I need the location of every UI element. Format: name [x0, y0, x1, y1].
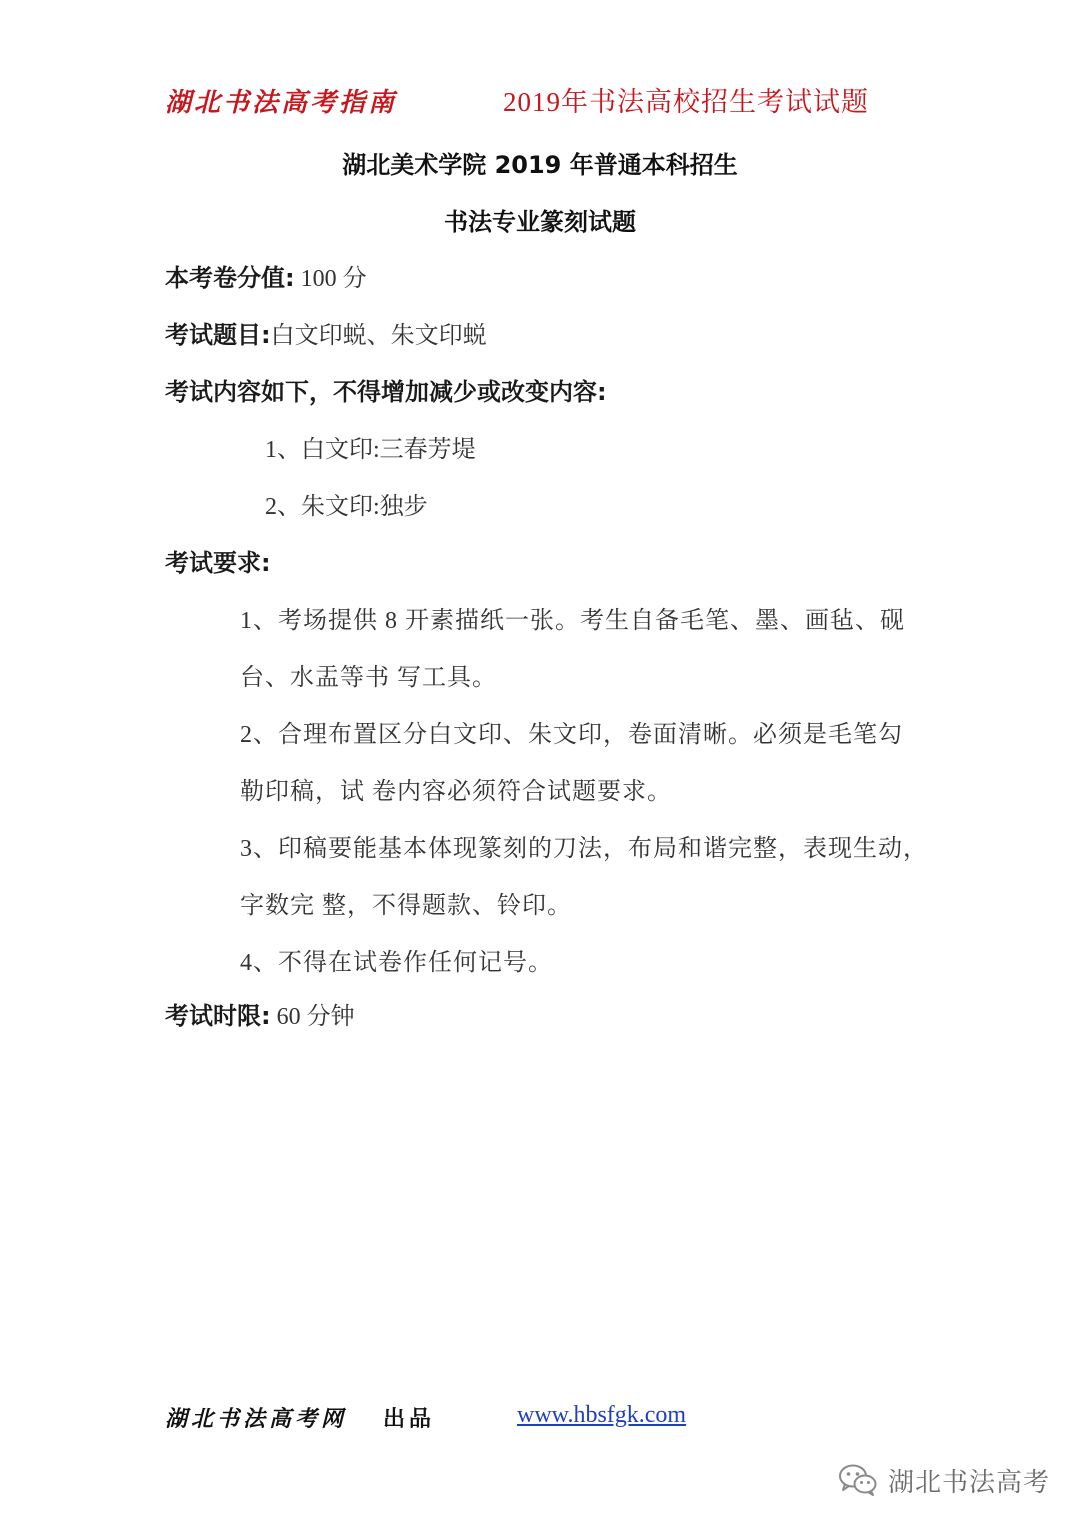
requirement-line: 字数完 整，不得题款、铃印。	[240, 893, 572, 919]
header-title: 2019年书法高校招生考试试题	[503, 87, 869, 117]
footer-brand: 湖北书法高考网	[165, 1406, 348, 1432]
requirement-line: 1、考场提供 8 开素描纸一张。考生自备毛笔、墨、画毡、砚	[240, 608, 905, 634]
subject-row	[165, 315, 487, 350]
footer-url-link[interactable]: www.hbsfgk.com	[517, 1402, 687, 1428]
content-heading: 考试内容如下，不得增加减少或改变内容:	[165, 378, 607, 406]
document-title-line-1: 湖北美术学院 2019 年普通本科招生	[342, 151, 738, 179]
requirements-heading-row	[165, 543, 271, 578]
requirements-heading: 考试要求:	[165, 549, 271, 577]
content-heading-row	[165, 372, 607, 407]
footer-made-by: 出品	[383, 1406, 436, 1432]
page-header	[165, 80, 925, 120]
subject-label: 考试题目:	[165, 321, 271, 349]
requirement-line: 台、水盂等书 写工具。	[240, 665, 497, 691]
score-value: 100 分	[294, 266, 367, 292]
time-label: 考试时限:	[165, 1002, 271, 1030]
score-label: 本考卷分值:	[165, 264, 295, 292]
time-row	[165, 996, 355, 1031]
time-value: 60 分钟	[270, 1004, 355, 1030]
requirement-line: 2、合理布置区分白文印、朱文印，卷面清晰。必须是毛笔勾	[240, 722, 903, 748]
subject-value: 白文印蜕、朱文印蜕	[270, 323, 487, 349]
wechat-icon	[838, 1463, 878, 1497]
content-item: 1、白文印:三春芳堤	[265, 437, 476, 463]
document-title-line-2: 书法专业篆刻试题	[444, 208, 636, 236]
page-footer	[165, 1400, 885, 1440]
requirement-line: 勒印稿，试 卷内容必须符合试题要求。	[240, 779, 672, 805]
requirement-line: 4、不得在试卷作任何记号。	[240, 950, 553, 976]
header-brand: 湖北书法高考指南	[165, 88, 398, 118]
score-row	[165, 258, 367, 293]
content-item: 2、朱文印:独步	[265, 494, 428, 520]
requirement-line: 3、印稿要能基本体现篆刻的刀法，布局和谐完整，表现生动，	[240, 836, 928, 862]
wechat-watermark	[838, 1455, 1050, 1505]
watermark-text: 湖北书法高考	[888, 1467, 1051, 1498]
